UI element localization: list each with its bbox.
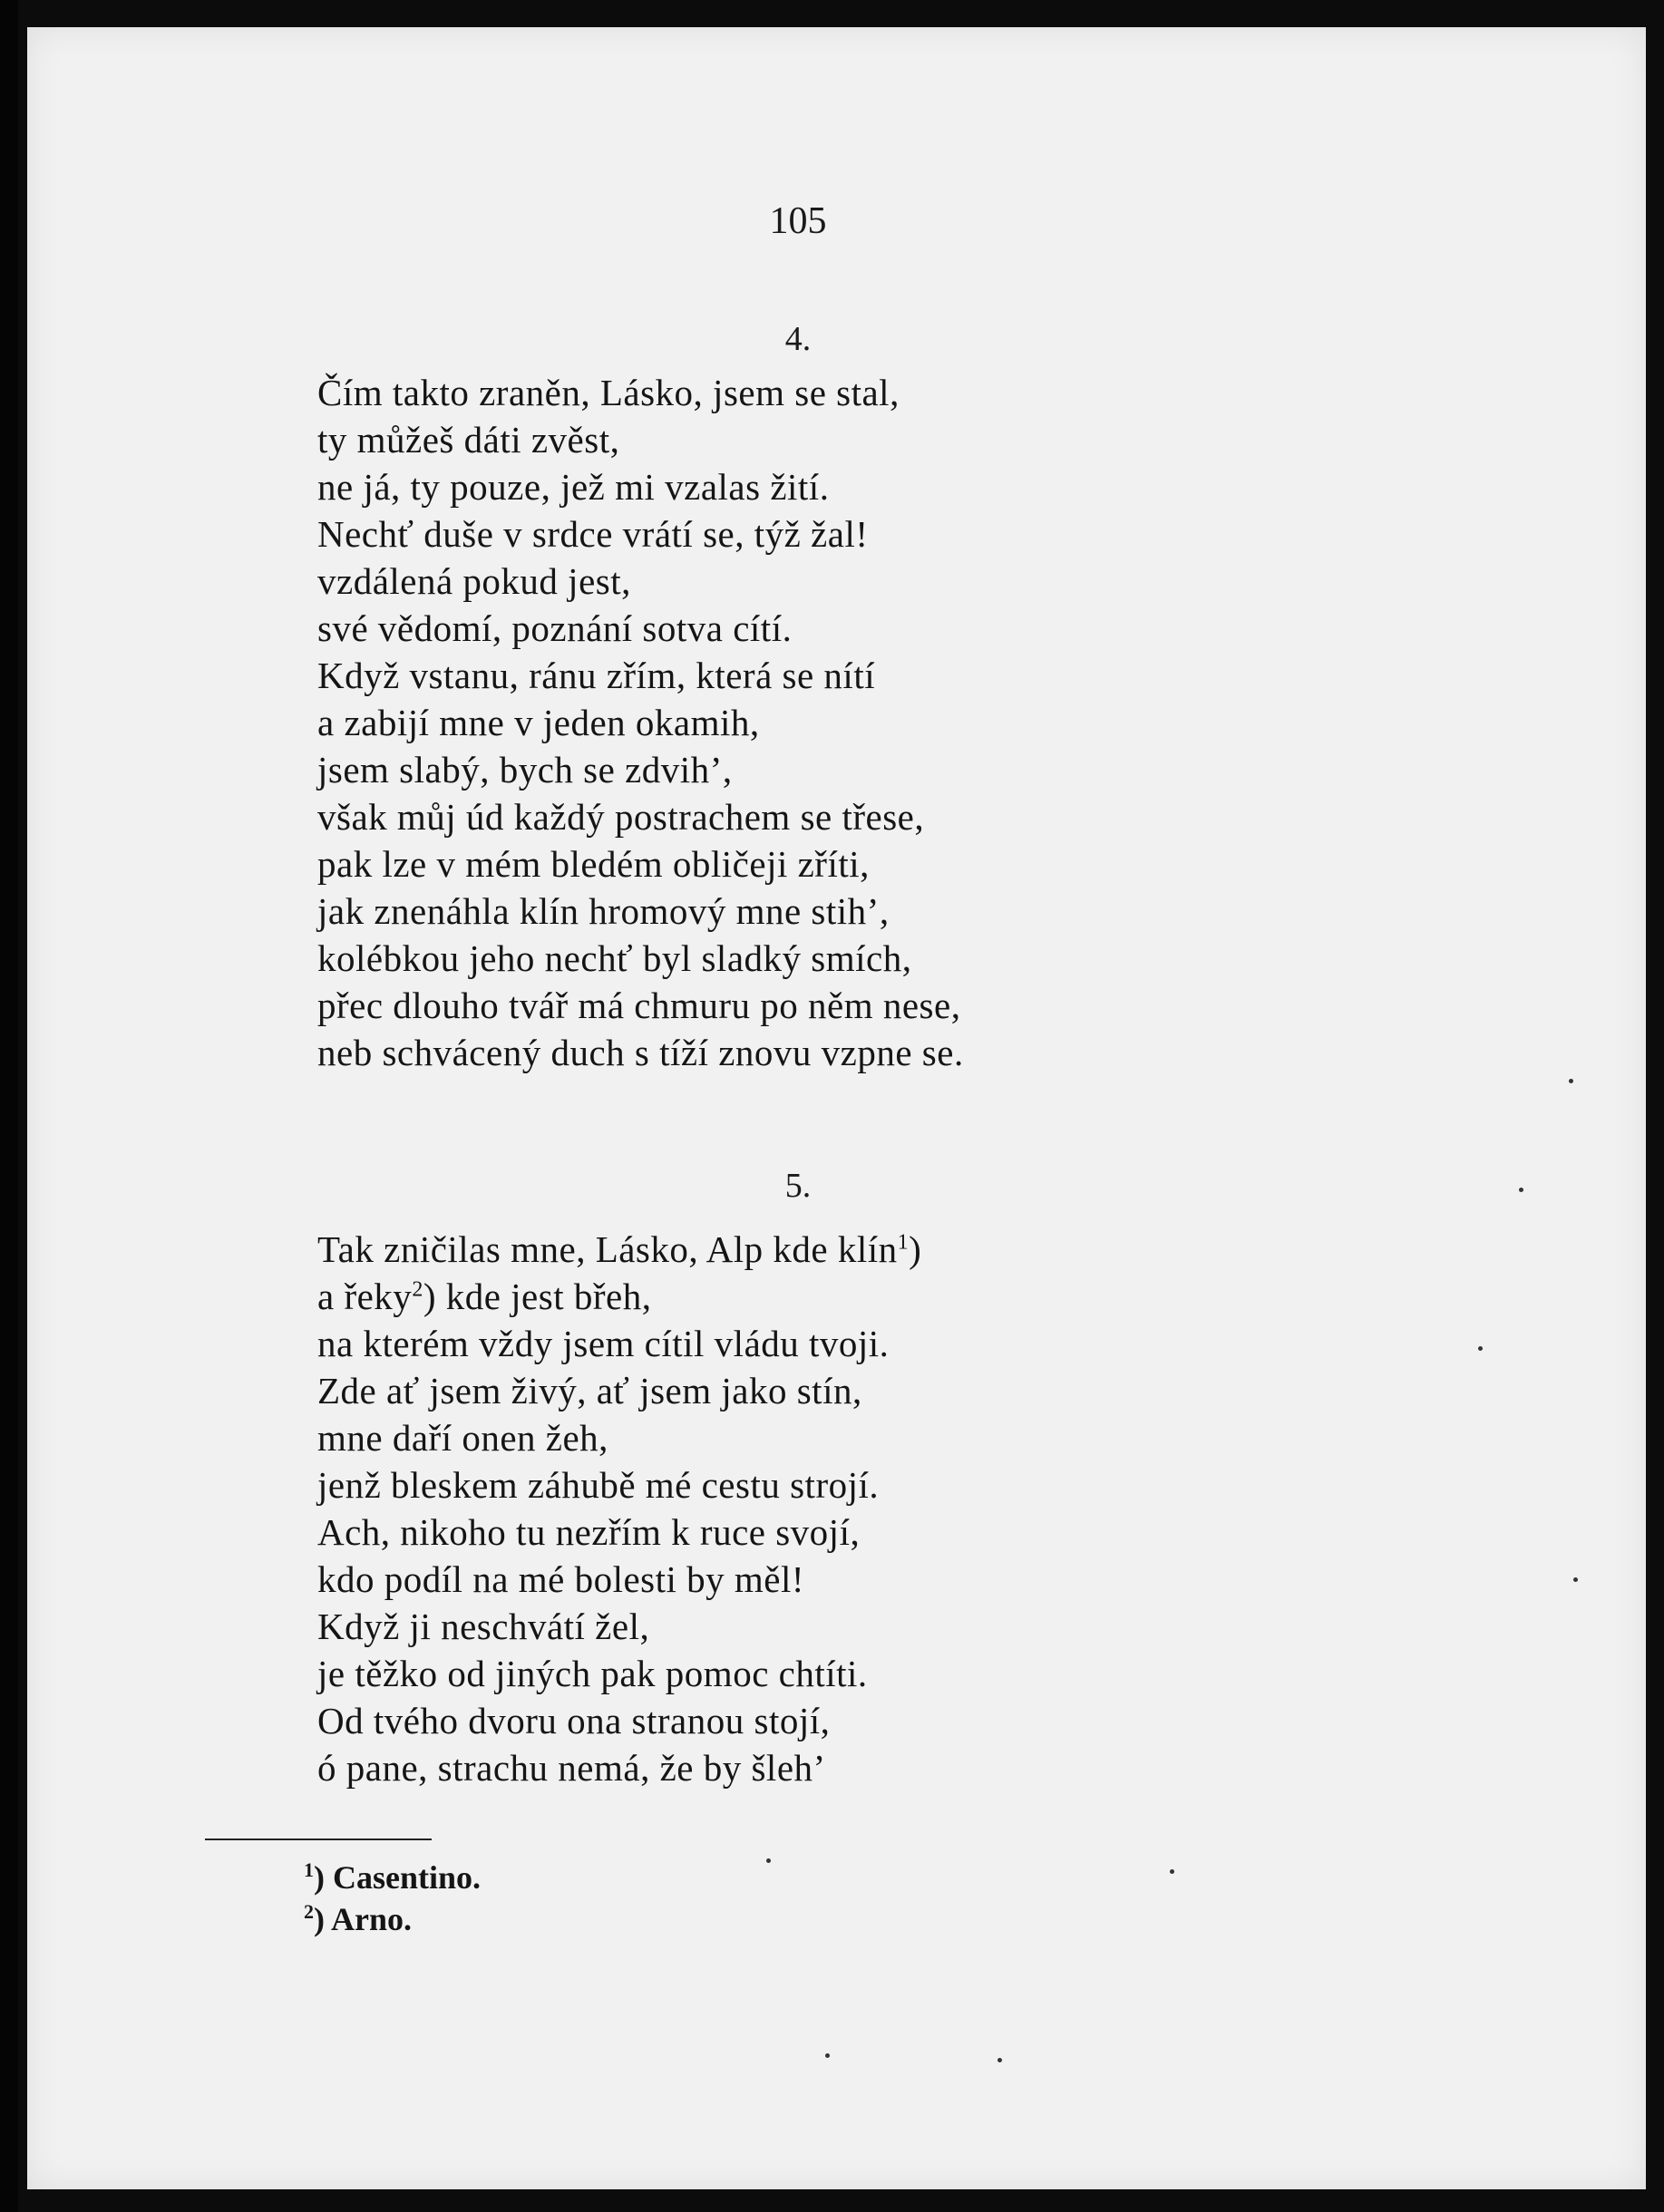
poem-line: jsem slabý, bych se zdvih’, bbox=[317, 749, 733, 791]
poem-line: Čím takto zraněn, Lásko, jsem se stal, bbox=[317, 372, 900, 413]
poem-section-4 bbox=[317, 369, 964, 1076]
poem-line: pak lze v mém bledém obličeji zříti, bbox=[317, 843, 870, 885]
footnote-text: ) Arno. bbox=[314, 1901, 412, 1937]
poem-line-text: ) kde jest břeh, bbox=[423, 1276, 652, 1317]
poem-line: neb schvácený duch s tíží znovu vzpne se. bbox=[317, 1032, 964, 1073]
scan-speck bbox=[1573, 1577, 1578, 1582]
poem-line: ty můžeš dáti zvěst, bbox=[317, 419, 620, 461]
footnote bbox=[304, 1898, 481, 1940]
scan-speck bbox=[1569, 1079, 1573, 1083]
scan-speck bbox=[1478, 1346, 1483, 1351]
poem-line: přec dlouho tvář má chmuru po něm nese, bbox=[317, 985, 961, 1026]
poem-line: však můj úd každý postrachem se třese, bbox=[317, 796, 925, 838]
section-number-5: 5. bbox=[784, 1167, 812, 1205]
poem-line: ne já, ty pouze, jež mi vzalas žití. bbox=[317, 466, 830, 508]
footnote-ref: 2 bbox=[412, 1277, 423, 1302]
footnote-mark: 1 bbox=[304, 1858, 314, 1881]
scan-speck bbox=[1519, 1188, 1523, 1192]
footnote-ref: 1 bbox=[897, 1230, 910, 1255]
poem-line: Nechť duše v srdce vrátí se, týž žal! bbox=[317, 513, 869, 555]
page-number: 105 bbox=[769, 200, 827, 242]
book-page bbox=[27, 27, 1646, 2189]
poem-section-5 bbox=[317, 1226, 921, 1791]
poem-line: na kterém vždy jsem cítil vládu tvoji. bbox=[317, 1323, 890, 1364]
poem-line: Ach, nikoho tu nezřím k ruce svojí, bbox=[317, 1511, 861, 1553]
scan-speck bbox=[766, 1858, 771, 1863]
section-number-4: 4. bbox=[784, 320, 812, 358]
footnotes bbox=[304, 1857, 481, 1940]
poem-line: Když ji neschvátí žel, bbox=[317, 1606, 650, 1647]
poem-line: Když vstanu, ránu zřím, která se nítí bbox=[317, 655, 876, 696]
footnote-mark: 2 bbox=[304, 1900, 314, 1923]
scan-edge bbox=[0, 0, 18, 2212]
poem-line: mne daří onen žeh, bbox=[317, 1417, 608, 1459]
poem-line: kolébkou jeho nechť byl sladký smích, bbox=[317, 937, 912, 979]
scan-speck bbox=[997, 2058, 1002, 2062]
poem-line: jenž bleskem záhubě mé cestu strojí. bbox=[317, 1464, 880, 1506]
footnote-divider bbox=[205, 1838, 432, 1840]
poem-line: a zabijí mne v jeden okamih, bbox=[317, 702, 760, 743]
poem-line bbox=[317, 1273, 921, 1320]
poem-line: Zde ať jsem živý, ať jsem jako stín, bbox=[317, 1370, 862, 1412]
footnote-text: ) Casentino. bbox=[314, 1859, 482, 1896]
poem-line: Od tvého dvoru ona stranou stojí, bbox=[317, 1700, 831, 1741]
scan-speck bbox=[1170, 1869, 1174, 1874]
poem-line-text: a řeky bbox=[317, 1276, 413, 1317]
footnote-ref-close: ) bbox=[909, 1228, 922, 1270]
scan-speck bbox=[825, 2053, 830, 2058]
poem-line: jak znenáhla klín hromový mne stih’, bbox=[317, 890, 890, 932]
footnote bbox=[304, 1857, 481, 1898]
poem-line: je těžko od jiných pak pomoc chtíti. bbox=[317, 1653, 868, 1694]
poem-line: své vědomí, poznání sotva cítí. bbox=[317, 607, 793, 649]
poem-line: vzdálená pokud jest, bbox=[317, 560, 631, 602]
poem-line-text: Tak zničilas mne, Lásko, Alp kde klín bbox=[317, 1228, 898, 1270]
poem-line bbox=[317, 1226, 921, 1273]
poem-line: ó pane, strachu nemá, že by šleh’ bbox=[317, 1747, 826, 1789]
poem-line: kdo podíl na mé bolesti by měl! bbox=[317, 1558, 805, 1600]
